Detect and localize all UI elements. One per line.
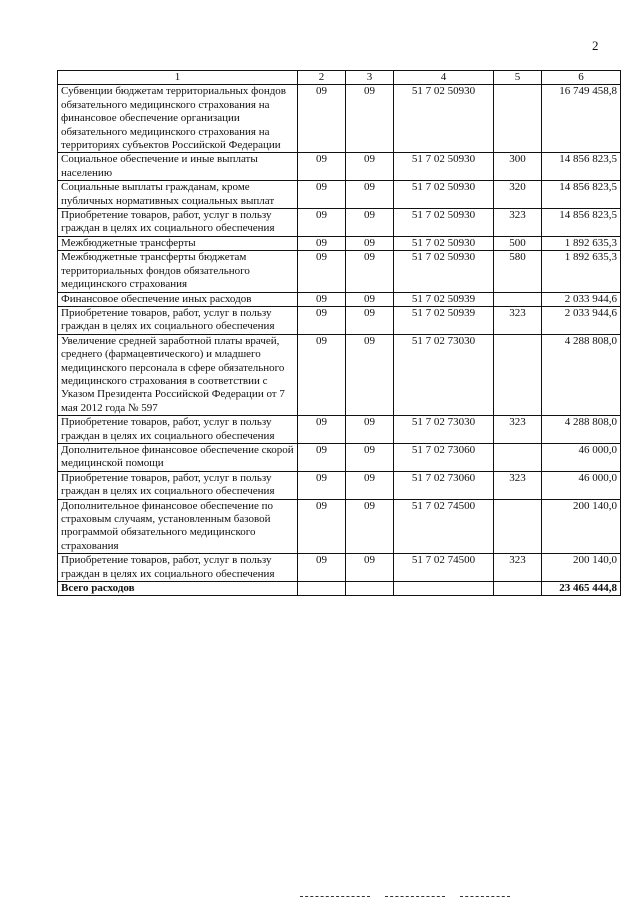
footer-divider — [385, 896, 445, 897]
row-name: Увеличение средней заработной платы врачей, среднего (фармацевтического) и младшего медицинского персонала в сфере обязательного медицинского страхования в соответствии с Указом Президента Российской Федерации от 7 мая 2012 года № 597 — [58, 334, 298, 415]
table-cell — [298, 582, 346, 596]
total-value: 23 465 444,8 — [542, 582, 621, 596]
row-subsection-code: 09 — [346, 554, 394, 582]
row-section-code: 09 — [298, 85, 346, 153]
row-name: Приобретение товаров, работ, услуг в пользу граждан в целях их социального обеспечения — [58, 554, 298, 582]
row-section-code: 09 — [298, 416, 346, 444]
table-row — [58, 85, 621, 153]
row-amount: 4 288 808,0 — [542, 416, 621, 444]
table-header-row — [58, 71, 621, 85]
row-name: Приобретение товаров, работ, услуг в пользу граждан в целях их социального обеспечения — [58, 416, 298, 444]
table-row — [58, 416, 621, 444]
row-expense-type — [494, 499, 542, 554]
row-expense-type: 300 — [494, 153, 542, 181]
expenses-table — [57, 70, 621, 596]
page-number: 2 — [592, 38, 599, 53]
row-expense-type: 320 — [494, 181, 542, 209]
row-target-article: 51 7 02 74500 — [394, 499, 494, 554]
table-row — [58, 209, 621, 237]
table-row — [58, 306, 621, 334]
row-expense-type: 580 — [494, 251, 542, 292]
row-name: Приобретение товаров, работ, услуг в пользу граждан в целях их социального обеспечения — [58, 471, 298, 499]
table-row — [58, 499, 621, 554]
table-row — [58, 251, 621, 292]
column-header-6: 6 — [542, 71, 621, 85]
table-row — [58, 471, 621, 499]
row-expense-type: 323 — [494, 306, 542, 334]
table-cell — [394, 582, 494, 596]
row-subsection-code: 09 — [346, 153, 394, 181]
row-name: Финансовое обеспечение иных расходов — [58, 292, 298, 306]
row-name: Межбюджетные трансферты — [58, 236, 298, 250]
row-amount: 4 288 808,0 — [542, 334, 621, 415]
column-header-4: 4 — [394, 71, 494, 85]
row-subsection-code: 09 — [346, 292, 394, 306]
row-section-code: 09 — [298, 251, 346, 292]
row-name: Дополнительное финансовое обеспечение по страховым случаям, установленным базовой программой обязательного медицинского страхования — [58, 499, 298, 554]
table-row — [58, 236, 621, 250]
row-expense-type: 500 — [494, 236, 542, 250]
row-subsection-code: 09 — [346, 236, 394, 250]
row-target-article: 51 7 02 50939 — [394, 306, 494, 334]
row-target-article: 51 7 02 50930 — [394, 251, 494, 292]
row-subsection-code: 09 — [346, 416, 394, 444]
table-row — [58, 443, 621, 471]
row-target-article: 51 7 02 73030 — [394, 416, 494, 444]
column-header-1: 1 — [58, 71, 298, 85]
row-subsection-code: 09 — [346, 334, 394, 415]
row-target-article: 51 7 02 73060 — [394, 471, 494, 499]
row-target-article: 51 7 02 50930 — [394, 209, 494, 237]
table-body — [58, 85, 621, 582]
row-expense-type — [494, 85, 542, 153]
row-subsection-code: 09 — [346, 209, 394, 237]
row-target-article: 51 7 02 50930 — [394, 153, 494, 181]
row-name: Социальное обеспечение и иные выплаты населению — [58, 153, 298, 181]
row-section-code: 09 — [298, 292, 346, 306]
column-header-2: 2 — [298, 71, 346, 85]
row-subsection-code: 09 — [346, 443, 394, 471]
row-amount: 200 140,0 — [542, 499, 621, 554]
row-expense-type: 323 — [494, 554, 542, 582]
row-subsection-code: 09 — [346, 181, 394, 209]
row-target-article: 51 7 02 73060 — [394, 443, 494, 471]
row-subsection-code: 09 — [346, 85, 394, 153]
row-subsection-code: 09 — [346, 499, 394, 554]
row-section-code: 09 — [298, 181, 346, 209]
row-expense-type — [494, 443, 542, 471]
row-expense-type: 323 — [494, 209, 542, 237]
row-target-article: 51 7 02 74500 — [394, 554, 494, 582]
footer-divider — [460, 896, 510, 897]
row-name: Приобретение товаров, работ, услуг в пользу граждан в целях их социального обеспечения — [58, 209, 298, 237]
column-header-3: 3 — [346, 71, 394, 85]
row-amount: 200 140,0 — [542, 554, 621, 582]
footer-divider — [300, 896, 370, 897]
row-name: Субвенции бюджетам территориальных фондов обязательного медицинского страхования на финансовое обеспечение организации обязательного медицинского страхования на территориях субъектов Российской Федерации — [58, 85, 298, 153]
row-name: Социальные выплаты гражданам, кроме публичных нормативных социальных выплат — [58, 181, 298, 209]
row-section-code: 09 — [298, 443, 346, 471]
row-name: Межбюджетные трансферты бюджетам территориальных фондов обязательного медицинского страхования — [58, 251, 298, 292]
table-row — [58, 554, 621, 582]
row-section-code: 09 — [298, 306, 346, 334]
row-amount: 46 000,0 — [542, 471, 621, 499]
row-name: Дополнительное финансовое обеспечение скорой медицинской помощи — [58, 443, 298, 471]
row-amount: 46 000,0 — [542, 443, 621, 471]
column-header-5: 5 — [494, 71, 542, 85]
table-row — [58, 292, 621, 306]
row-target-article: 51 7 02 50930 — [394, 85, 494, 153]
row-amount: 14 856 823,5 — [542, 209, 621, 237]
row-amount: 2 033 944,6 — [542, 306, 621, 334]
row-subsection-code: 09 — [346, 471, 394, 499]
row-amount: 1 892 635,3 — [542, 251, 621, 292]
row-subsection-code: 09 — [346, 251, 394, 292]
row-section-code: 09 — [298, 334, 346, 415]
table-cell — [494, 582, 542, 596]
row-amount: 14 856 823,5 — [542, 153, 621, 181]
row-amount: 2 033 944,6 — [542, 292, 621, 306]
total-label: Всего расходов — [58, 582, 298, 596]
row-section-code: 09 — [298, 554, 346, 582]
row-expense-type — [494, 334, 542, 415]
table-row — [58, 153, 621, 181]
row-section-code: 09 — [298, 153, 346, 181]
row-target-article: 51 7 02 73030 — [394, 334, 494, 415]
row-target-article: 51 7 02 50930 — [394, 236, 494, 250]
table-row — [58, 334, 621, 415]
row-amount: 16 749 458,8 — [542, 85, 621, 153]
row-target-article: 51 7 02 50930 — [394, 181, 494, 209]
row-subsection-code: 09 — [346, 306, 394, 334]
row-section-code: 09 — [298, 499, 346, 554]
total-row — [58, 582, 621, 596]
table-cell — [346, 582, 394, 596]
row-expense-type: 323 — [494, 471, 542, 499]
row-name: Приобретение товаров, работ, услуг в пользу граждан в целях их социального обеспечения — [58, 306, 298, 334]
row-section-code: 09 — [298, 236, 346, 250]
row-expense-type — [494, 292, 542, 306]
table-row — [58, 181, 621, 209]
row-expense-type: 323 — [494, 416, 542, 444]
row-section-code: 09 — [298, 209, 346, 237]
row-amount: 14 856 823,5 — [542, 181, 621, 209]
row-amount: 1 892 635,3 — [542, 236, 621, 250]
row-target-article: 51 7 02 50939 — [394, 292, 494, 306]
row-section-code: 09 — [298, 471, 346, 499]
